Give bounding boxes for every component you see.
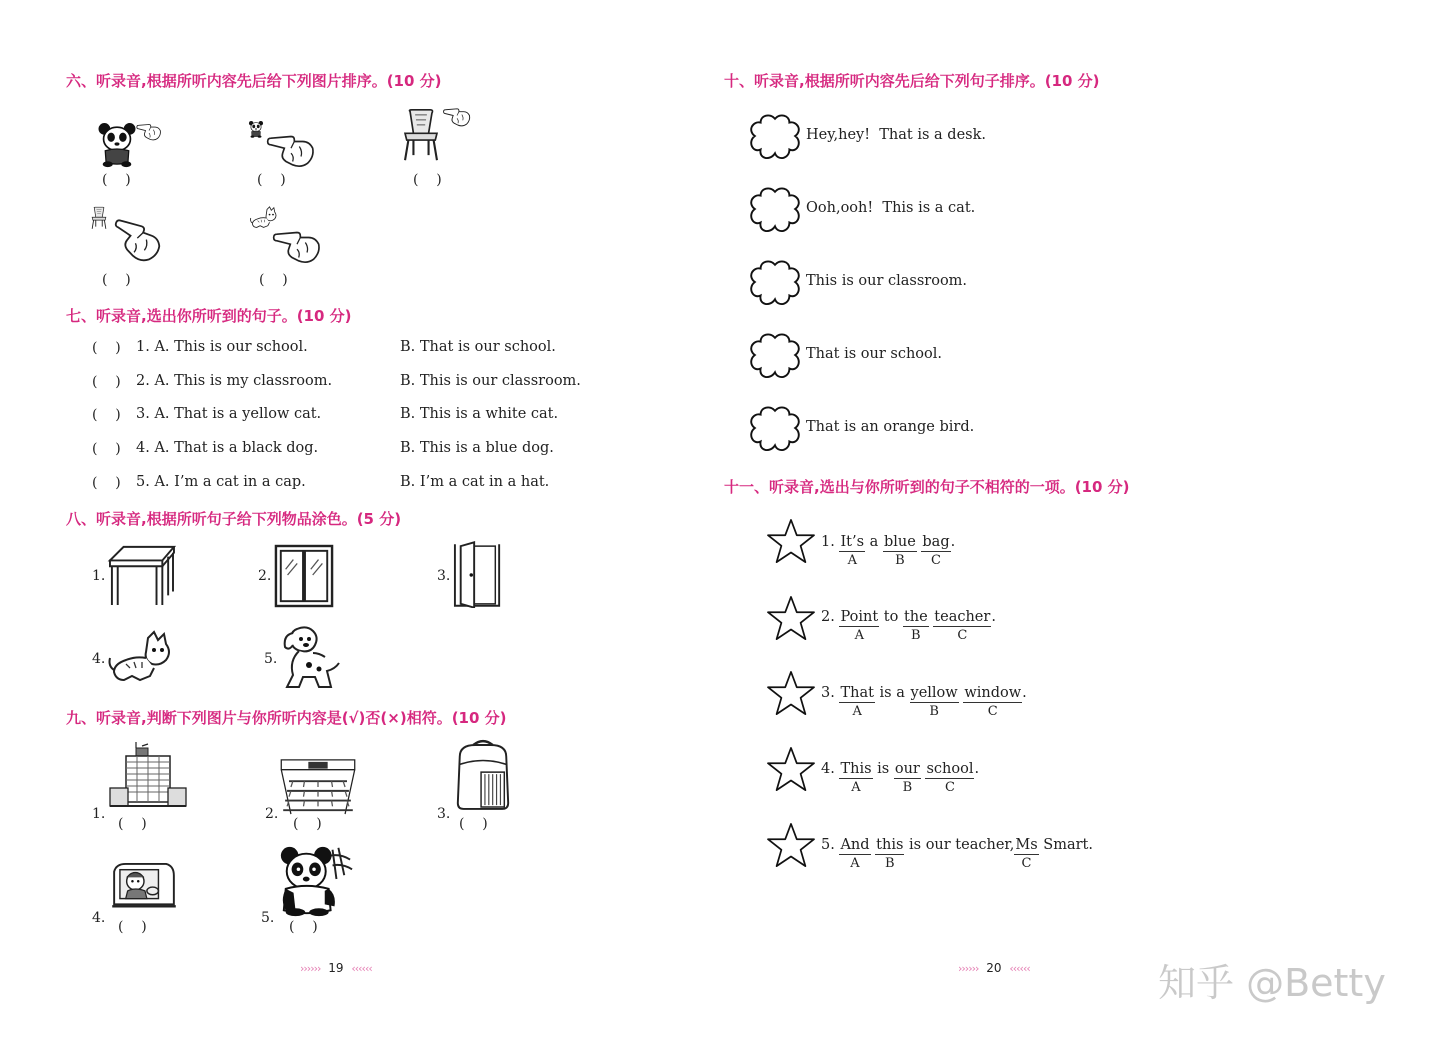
answer-paren[interactable]: ( ) xyxy=(92,475,121,491)
option-a: 3. A. That is a yellow cat. xyxy=(136,406,322,422)
option-b: B. This is our classroom. xyxy=(400,373,581,389)
classroom-icon xyxy=(279,758,357,816)
page-number-footer xyxy=(958,961,1030,975)
star-outline-icon[interactable] xyxy=(766,745,816,793)
panda-icon xyxy=(96,120,138,168)
small-cat-pointing-picture xyxy=(246,204,326,266)
backpack-icon xyxy=(452,739,514,813)
dog-icon[interactable] xyxy=(279,625,343,691)
sentence: That is an orange bird. xyxy=(806,419,975,435)
panda-pointing-picture xyxy=(92,118,164,174)
answer-paren[interactable]: ( ) xyxy=(92,407,121,423)
star-outline-icon[interactable] xyxy=(766,517,816,565)
answer-paren[interactable]: ( ) xyxy=(259,272,288,288)
page-number-footer xyxy=(300,961,372,975)
flower-outline-icon[interactable] xyxy=(749,259,801,307)
chevron-right-icon: ›››››› xyxy=(958,962,979,975)
star-outline-icon[interactable] xyxy=(766,821,816,869)
item-number: 1. xyxy=(92,568,106,584)
building-icon xyxy=(108,742,188,814)
answer-paren[interactable]: ( ) xyxy=(289,919,318,935)
option-a: 5. A. I’m a cat in a cap. xyxy=(136,474,306,490)
item-number: 5. xyxy=(264,651,278,667)
star-outline-icon[interactable] xyxy=(766,669,816,717)
item-number: 2. xyxy=(265,806,279,822)
section-8-heading: 八、听录音,根据所听句子给下列物品涂色。(5 分) xyxy=(66,510,402,528)
pointing-hand-icon xyxy=(136,120,162,142)
chair-pointing-picture xyxy=(398,100,474,170)
bus-driver-icon xyxy=(110,862,178,914)
item-number: 4. xyxy=(92,651,106,667)
item-number: 2. xyxy=(258,568,272,584)
answer-paren[interactable]: ( ) xyxy=(92,374,121,390)
option-a: 1. A. This is our school. xyxy=(136,339,308,355)
option-a: 4. A. That is a black dog. xyxy=(136,440,319,456)
section-6-heading: 六、听录音,根据所听内容先后给下列图片排序。(10 分) xyxy=(66,72,442,90)
item-number: 1. xyxy=(92,806,106,822)
section-7-heading: 七、听录音,选出你所听到的句子。(10 分) xyxy=(66,307,352,325)
item-number: 3. xyxy=(437,806,451,822)
flower-outline-icon[interactable] xyxy=(749,113,801,161)
section-9-heading: 九、听录音,判断下列图片与你所听内容是(√)否(×)相符。(10 分) xyxy=(66,709,507,727)
sentence: This is our classroom. xyxy=(806,273,968,289)
flower-outline-icon[interactable] xyxy=(749,405,801,453)
panda-icon xyxy=(248,120,264,138)
answer-paren[interactable]: ( ) xyxy=(92,340,121,356)
question-5: 5. And A this B is our teacher, $\frac{Ms}{C}$ Smart. xyxy=(821,837,1093,871)
answer-paren[interactable]: ( ) xyxy=(118,919,147,935)
item-number: 3. xyxy=(437,568,451,584)
sentence: Hey,hey! That is a desk. xyxy=(806,127,986,143)
chair-icon xyxy=(90,206,108,230)
answer-paren[interactable]: ( ) xyxy=(459,816,488,832)
pointing-hand-icon xyxy=(442,104,472,128)
chair-icon xyxy=(400,104,442,166)
answer-paren[interactable]: ( ) xyxy=(413,172,442,188)
answer-paren[interactable]: ( ) xyxy=(118,816,147,832)
question-3: 3. That A is a yellow B window C . xyxy=(821,685,1027,719)
small-chair-pointing-picture xyxy=(88,204,168,266)
star-outline-icon[interactable] xyxy=(766,594,816,642)
small-panda-pointing-picture xyxy=(246,118,322,174)
page-number: 19 xyxy=(328,961,344,975)
pointing-hand-icon xyxy=(266,128,316,170)
door-icon[interactable] xyxy=(453,540,503,608)
option-a: 2. A. This is my classroom. xyxy=(136,373,333,389)
answer-paren[interactable]: ( ) xyxy=(257,172,286,188)
question-4: 4. This A is our B school C . xyxy=(821,761,980,795)
section-10-heading: 十、听录音,根据所听内容先后给下列句子排序。(10 分) xyxy=(724,72,1100,90)
cat-icon[interactable] xyxy=(106,630,176,686)
chevron-left-icon: ‹‹‹‹‹‹ xyxy=(351,962,372,975)
chevron-right-icon: ›››››› xyxy=(300,962,321,975)
page-number: 20 xyxy=(986,961,1002,975)
pointing-hand-icon xyxy=(104,208,170,270)
option-b: B. This is a blue dog. xyxy=(400,440,554,456)
sentence: Ooh,ooh! This is a cat. xyxy=(806,200,976,216)
item-number: 4. xyxy=(92,910,106,926)
panda-icon xyxy=(276,845,354,917)
answer-paren[interactable]: ( ) xyxy=(102,172,131,188)
section-11-heading: 十一、听录音,选出与你所听到的句子不相符的一项。(10 分) xyxy=(724,478,1130,496)
option-b: B. This is a white cat. xyxy=(400,406,559,422)
watermark: 知乎 @Betty xyxy=(1158,961,1386,1005)
flower-outline-icon[interactable] xyxy=(749,332,801,380)
answer-paren[interactable]: ( ) xyxy=(293,816,322,832)
flower-outline-icon[interactable] xyxy=(749,186,801,234)
window-icon[interactable] xyxy=(274,544,334,608)
pointing-hand-icon xyxy=(272,224,322,266)
sentence: That is our school. xyxy=(806,346,942,362)
question-1: 1. $\frac{It’s}{A}$ a blue B bag C . xyxy=(821,534,956,568)
option-b: B. That is our school. xyxy=(400,339,556,355)
answer-paren[interactable]: ( ) xyxy=(92,441,121,457)
answer-paren[interactable]: ( ) xyxy=(102,272,131,288)
question-2: 2. Point A to the B teacher C . xyxy=(821,609,996,643)
item-number: 5. xyxy=(261,910,275,926)
option-b: B. I’m a cat in a hat. xyxy=(400,474,550,490)
desk-icon[interactable] xyxy=(106,543,176,607)
chevron-left-icon: ‹‹‹‹‹‹ xyxy=(1009,962,1030,975)
